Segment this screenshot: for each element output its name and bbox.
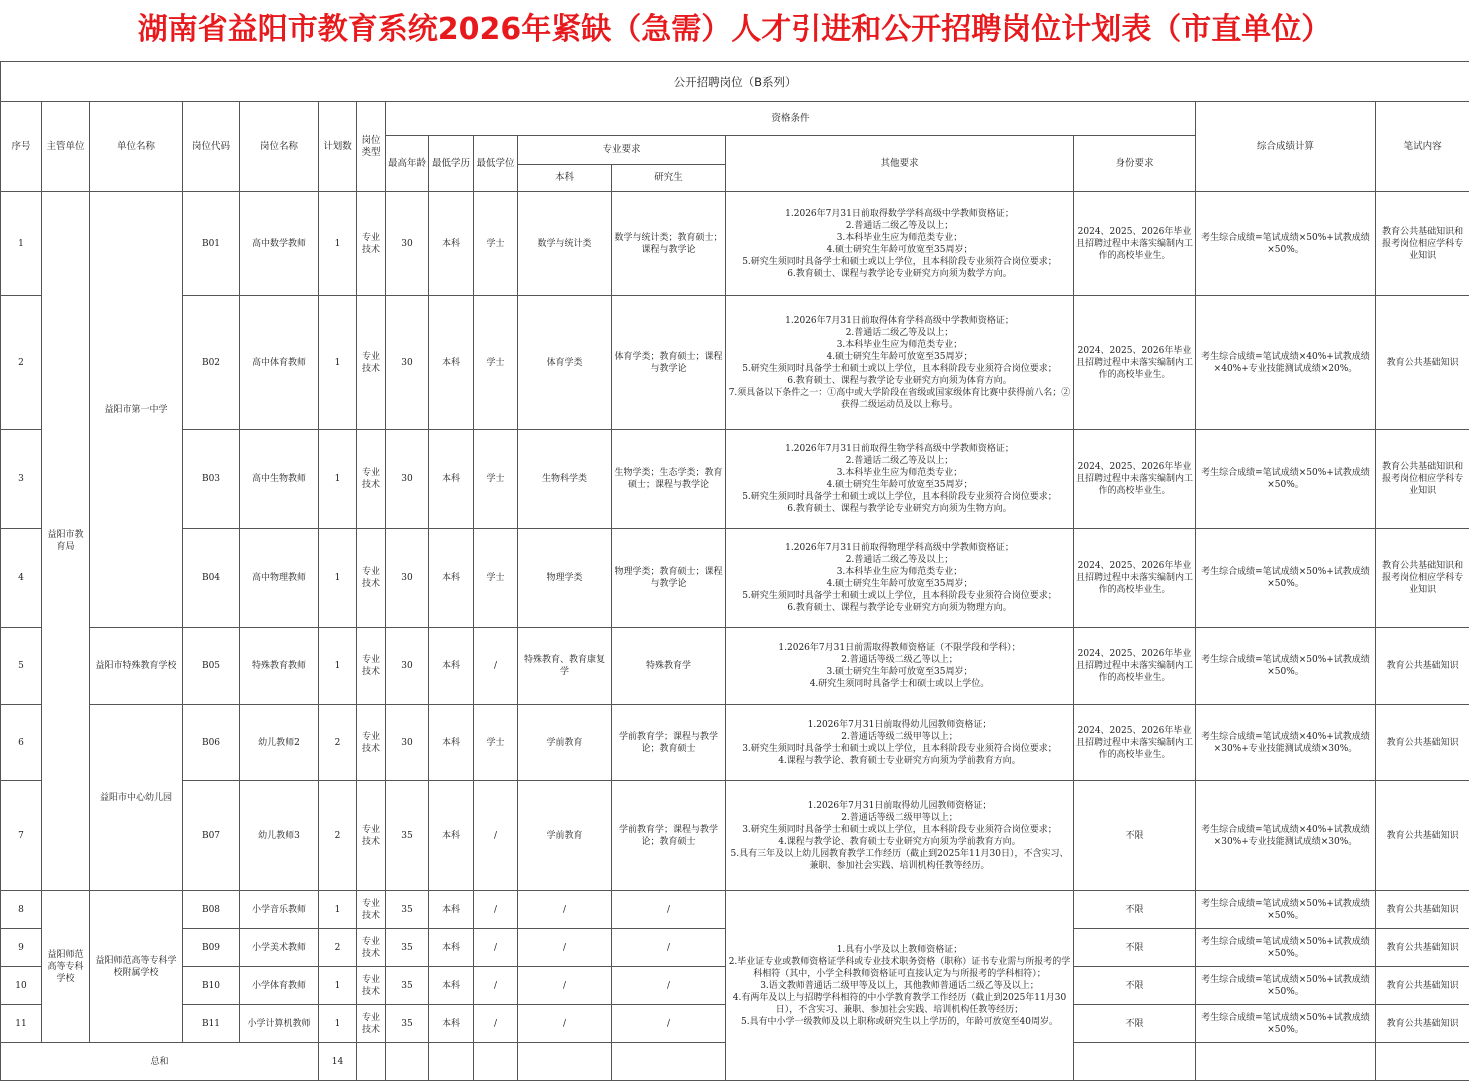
- requirement-line: 6.教育硕士、课程与教学论专业研究方向须为体育方向。: [728, 375, 1071, 387]
- post-type: 专业技术: [357, 929, 386, 967]
- recruitment-table: [0, 61, 1469, 1081]
- requirement-line: 2.普通话二级乙等及以上；: [728, 220, 1071, 232]
- max-age: 35: [386, 967, 429, 1005]
- min-education: 本科: [429, 1005, 474, 1043]
- max-age: 30: [386, 705, 429, 781]
- requirement-line: 5.研究生须同时具备学士和硕士或以上学位，且本科阶段专业须符合岗位要求；: [728, 363, 1071, 375]
- requirement-line: 5.研究生须同时具备学士和硕士或以上学位，且本科阶段专业须符合岗位要求；: [728, 491, 1071, 503]
- table-row: [1, 296, 1469, 430]
- header-unit: 单位名称: [90, 102, 183, 192]
- max-age: 30: [386, 430, 429, 529]
- unit-cell: 益阳市第一中学: [90, 192, 183, 628]
- requirement-line: 1.2026年7月31日前需取得教师资格证（不限学段和学科）；: [728, 642, 1071, 654]
- table-row: [1, 781, 1469, 891]
- post-code: B08: [183, 891, 240, 929]
- score-calculation: 考生综合成绩=笔试成绩×50%+试教成绩×50%。: [1196, 1005, 1376, 1043]
- other-requirements: [726, 296, 1074, 430]
- table-row: [1, 628, 1469, 705]
- requirement-line: 2.普通话二级乙等及以上；: [728, 554, 1071, 566]
- unit-cell: 益阳师范高等专科学校附属学校: [90, 891, 183, 1043]
- undergrad-major: /: [518, 929, 612, 967]
- row-seq: 1: [1, 192, 42, 296]
- score-calculation: 考生综合成绩=笔试成绩×50%+试教成绩×50%。: [1196, 628, 1376, 705]
- row-seq: 5: [1, 628, 42, 705]
- min-education: 本科: [429, 529, 474, 628]
- plan-count: 1: [319, 891, 357, 929]
- exam-content: 教育公共基础知识: [1376, 967, 1469, 1005]
- plan-count: 1: [319, 430, 357, 529]
- undergrad-major: 学前教育: [518, 705, 612, 781]
- header-major-req: 专业要求: [518, 136, 726, 165]
- table-row: [1, 529, 1469, 628]
- requirement-line: 3.研究生须同时具备学士和硕士或以上学位，且本科阶段专业须符合岗位要求；: [728, 824, 1071, 836]
- exam-content: 教育公共基础知识: [1376, 1005, 1469, 1043]
- post-type: 专业技术: [357, 1005, 386, 1043]
- plan-count: 1: [319, 192, 357, 296]
- identity-requirement: 不限: [1074, 781, 1196, 891]
- min-education: 本科: [429, 781, 474, 891]
- max-age: 35: [386, 891, 429, 929]
- post-code: B01: [183, 192, 240, 296]
- requirement-line: 2.毕业证专业或教师资格证学科或专业技术职务资格（职称）证书专业需与所报考的学科相符（其中，小学全科教师资格证可直接认定为与所报考的学科相符）；: [728, 956, 1071, 980]
- requirement-line: 7.须具备以下条件之一：①高中或大学阶段在省级或国家级体育比赛中获得前八名；②获得二级运动员及以上称号。: [728, 387, 1071, 411]
- identity-requirement: 不限: [1074, 967, 1196, 1005]
- other-requirements: [726, 529, 1074, 628]
- requirement-line: 2.普通话等级二级甲等以上；: [728, 731, 1071, 743]
- score-calculation: 考生综合成绩=笔试成绩×50%+试教成绩×50%。: [1196, 967, 1376, 1005]
- post-type: 专业技术: [357, 192, 386, 296]
- max-age: 35: [386, 1005, 429, 1043]
- other-requirements: [726, 430, 1074, 529]
- post-code: B09: [183, 929, 240, 967]
- requirement-line: 4.课程与教学论、教育硕士专业研究方向须为学前教育方向。: [728, 755, 1071, 767]
- total-value: 14: [319, 1043, 357, 1081]
- empty-cell: [1376, 1043, 1469, 1081]
- requirement-line: 2.普通话等级二级甲等以上；: [728, 812, 1071, 824]
- requirement-line: 4.硕士研究生年龄可放宽至35周岁；: [728, 578, 1071, 590]
- plan-count: 1: [319, 628, 357, 705]
- post-code: B05: [183, 628, 240, 705]
- post-name: 幼儿教师3: [240, 781, 319, 891]
- requirement-line: 1.2026年7月31日前取得幼儿园教师资格证；: [728, 800, 1071, 812]
- post-name: 高中生物教师: [240, 430, 319, 529]
- post-type: 专业技术: [357, 967, 386, 1005]
- post-type: 专业技术: [357, 296, 386, 430]
- post-type: 专业技术: [357, 529, 386, 628]
- requirement-line: 4.硕士研究生年龄可放宽至35周岁；: [728, 351, 1071, 363]
- graduate-major: 数学与统计类；教育硕士；课程与教学论: [612, 192, 726, 296]
- requirement-line: 3.本科毕业生应为师范类专业；: [728, 232, 1071, 244]
- score-calculation: 考生综合成绩=笔试成绩×40%+试教成绩×30%+专业技能测试成绩×30%。: [1196, 781, 1376, 891]
- total-label: 总和: [1, 1043, 319, 1081]
- plan-count: 2: [319, 929, 357, 967]
- header-score-calc: 综合成绩计算: [1196, 102, 1376, 192]
- header-min-degree: 最低学位: [474, 136, 518, 192]
- empty-cell: [612, 1043, 726, 1081]
- exam-content: 教育公共基础知识: [1376, 781, 1469, 891]
- requirement-line: 2.普通话二级乙等及以上；: [728, 327, 1071, 339]
- exam-content: 教育公共基础知识: [1376, 891, 1469, 929]
- row-seq: 9: [1, 929, 42, 967]
- graduate-major: 物理学类；教育硕士；课程与教学论: [612, 529, 726, 628]
- max-age: 30: [386, 192, 429, 296]
- requirement-line: 4.课程与教学论、教育硕士专业研究方向须为学前教育方向。: [728, 836, 1071, 848]
- score-calculation: 考生综合成绩=笔试成绩×50%+试教成绩×50%。: [1196, 430, 1376, 529]
- min-degree: 学士: [474, 705, 518, 781]
- post-type: 专业技术: [357, 891, 386, 929]
- row-seq: 7: [1, 781, 42, 891]
- requirement-line: 1.2026年7月31日前取得物理学科高级中学教师资格证；: [728, 542, 1071, 554]
- header-seq: 序号: [1, 102, 42, 192]
- min-education: 本科: [429, 430, 474, 529]
- requirement-line: 6.教育硕士、课程与教学论专业研究方向须为数学方向。: [728, 268, 1071, 280]
- empty-cell: [1196, 1043, 1376, 1081]
- graduate-major: /: [612, 891, 726, 929]
- min-education: 本科: [429, 705, 474, 781]
- graduate-major: 特殊教育学: [612, 628, 726, 705]
- other-requirements: [726, 891, 1074, 1081]
- requirement-line: 3.本科毕业生应为师范类专业；: [728, 339, 1071, 351]
- row-seq: 11: [1, 1005, 42, 1043]
- requirement-line: 4.硕士研究生年龄可放宽至35周岁；: [728, 244, 1071, 256]
- min-education: 本科: [429, 929, 474, 967]
- plan-count: 1: [319, 1005, 357, 1043]
- unit-cell: 益阳市特殊教育学校: [90, 628, 183, 705]
- page-title: 湖南省益阳市教育系统2026年紧缺（急需）人才引进和公开招聘岗位计划表（市直单位）: [0, 0, 1469, 60]
- graduate-major: 学前教育学；课程与教学论；教育硕士: [612, 705, 726, 781]
- requirement-line: 3.语文教师普通话二级甲等及以上，其他教师普通话二级乙等及以上；: [728, 980, 1071, 992]
- undergrad-major: 学前教育: [518, 781, 612, 891]
- identity-requirement: 不限: [1074, 891, 1196, 929]
- max-age: 35: [386, 929, 429, 967]
- requirement-line: 4.有两年及以上与招聘学科相符的中小学教育教学工作经历（截止到2025年11月30日），不含实习、兼职、参加社会实践、培训机构任教等经历；: [728, 992, 1071, 1016]
- requirement-line: 4.研究生须同时具备学士和硕士或以上学位。: [728, 678, 1071, 690]
- other-requirements: [726, 192, 1074, 296]
- min-degree: /: [474, 967, 518, 1005]
- header-undergrad: 本科: [518, 165, 612, 192]
- plan-count: 2: [319, 781, 357, 891]
- identity-requirement: 2024、2025、2026年毕业且招聘过程中未落实编制内工作的高校毕业生。: [1074, 628, 1196, 705]
- graduate-major: 学前教育学；课程与教学论；教育硕士: [612, 781, 726, 891]
- min-degree: /: [474, 781, 518, 891]
- post-code: B10: [183, 967, 240, 1005]
- score-calculation: 考生综合成绩=笔试成绩×40%+试教成绩×30%+专业技能测试成绩×30%。: [1196, 705, 1376, 781]
- post-code: B07: [183, 781, 240, 891]
- header-other-req: 其他要求: [726, 136, 1074, 192]
- min-degree: /: [474, 891, 518, 929]
- post-name: 特殊教育教师: [240, 628, 319, 705]
- undergrad-major: 物理学类: [518, 529, 612, 628]
- other-requirements: [726, 705, 1074, 781]
- post-name: 小学美术教师: [240, 929, 319, 967]
- post-name: 小学音乐教师: [240, 891, 319, 929]
- row-seq: 4: [1, 529, 42, 628]
- requirement-line: 1.2026年7月31日前取得生物学科高级中学教师资格证；: [728, 443, 1071, 455]
- post-code: B11: [183, 1005, 240, 1043]
- requirement-line: 3.硕士研究生年龄可放宽至35周岁；: [728, 666, 1071, 678]
- score-calculation: 考生综合成绩=笔试成绩×50%+试教成绩×50%。: [1196, 192, 1376, 296]
- empty-cell: [429, 1043, 474, 1081]
- requirement-line: 5.研究生须同时具备学士和硕士或以上学位，且本科阶段专业须符合岗位要求；: [728, 590, 1071, 602]
- min-education: 本科: [429, 628, 474, 705]
- unit-cell: 益阳市中心幼儿园: [90, 705, 183, 891]
- requirement-line: 1.2026年7月31日前取得幼儿园教师资格证；: [728, 719, 1071, 731]
- requirement-line: 2.普通话二级乙等及以上；: [728, 455, 1071, 467]
- graduate-major: /: [612, 967, 726, 1005]
- graduate-major: 体育学类；教育硕士；课程与教学论: [612, 296, 726, 430]
- identity-requirement: 2024、2025、2026年毕业且招聘过程中未落实编制内工作的高校毕业生。: [1074, 192, 1196, 296]
- header-exam-content: 笔试内容: [1376, 102, 1469, 192]
- post-type: 专业技术: [357, 781, 386, 891]
- table-row: [1, 705, 1469, 781]
- exam-content: 教育公共基础知识和报考岗位相应学科专业知识: [1376, 529, 1469, 628]
- requirement-line: 6.教育硕士、课程与教学论专业研究方向须为物理方向。: [728, 602, 1071, 614]
- header-authority: 主管单位: [42, 102, 90, 192]
- undergrad-major: /: [518, 891, 612, 929]
- other-requirements: [726, 628, 1074, 705]
- plan-count: 1: [319, 529, 357, 628]
- min-education: 本科: [429, 967, 474, 1005]
- row-seq: 10: [1, 967, 42, 1005]
- post-code: B03: [183, 430, 240, 529]
- header-post-type: 岗位类型: [357, 102, 386, 192]
- identity-requirement: 2024、2025、2026年毕业且招聘过程中未落实编制内工作的高校毕业生。: [1074, 529, 1196, 628]
- undergrad-major: 体育学类: [518, 296, 612, 430]
- header-max-age: 最高年龄: [386, 136, 429, 192]
- series-label: 公开招聘岗位（B系列）: [1, 62, 1469, 102]
- graduate-major: /: [612, 929, 726, 967]
- post-type: 专业技术: [357, 628, 386, 705]
- requirement-line: 4.硕士研究生年龄可放宽至35周岁；: [728, 479, 1071, 491]
- post-name: 高中数学教师: [240, 192, 319, 296]
- header-code: 岗位代码: [183, 102, 240, 192]
- score-calculation: 考生综合成绩=笔试成绩×50%+试教成绩×50%。: [1196, 929, 1376, 967]
- score-calculation: 考生综合成绩=笔试成绩×40%+试教成绩×40%+专业技能测试成绩×20%。: [1196, 296, 1376, 430]
- requirement-line: 6.教育硕士、课程与教学论专业研究方向须为生物方向。: [728, 503, 1071, 515]
- row-seq: 6: [1, 705, 42, 781]
- plan-count: 1: [319, 967, 357, 1005]
- graduate-major: 生物学类；生态学类；教育硕士；课程与教学论: [612, 430, 726, 529]
- post-name: 高中物理教师: [240, 529, 319, 628]
- post-name: 高中体育教师: [240, 296, 319, 430]
- table-row: [1, 891, 1469, 929]
- exam-content: 教育公共基础知识: [1376, 705, 1469, 781]
- identity-requirement: 不限: [1074, 1005, 1196, 1043]
- post-name: 幼儿教师2: [240, 705, 319, 781]
- authority-cell: 益阳师范高等专科学校: [42, 891, 90, 1043]
- requirement-line: 2.普通话等级二级乙等以上；: [728, 654, 1071, 666]
- min-education: 本科: [429, 192, 474, 296]
- min-degree: 学士: [474, 192, 518, 296]
- table-row: [1, 430, 1469, 529]
- post-name: 小学体育教师: [240, 967, 319, 1005]
- header-identity-req: 身份要求: [1074, 136, 1196, 192]
- undergrad-major: /: [518, 967, 612, 1005]
- exam-content: 教育公共基础知识: [1376, 929, 1469, 967]
- plan-count: 2: [319, 705, 357, 781]
- min-education: 本科: [429, 891, 474, 929]
- max-age: 30: [386, 529, 429, 628]
- exam-content: 教育公共基础知识: [1376, 628, 1469, 705]
- min-degree: 学士: [474, 296, 518, 430]
- graduate-major: /: [612, 1005, 726, 1043]
- identity-requirement: 2024、2025、2026年毕业且招聘过程中未落实编制内工作的高校毕业生。: [1074, 430, 1196, 529]
- empty-cell: [1074, 1043, 1196, 1081]
- undergrad-major: /: [518, 1005, 612, 1043]
- requirement-line: 3.研究生须同时具备学士和硕士或以上学位，且本科阶段专业须符合岗位要求；: [728, 743, 1071, 755]
- empty-cell: [357, 1043, 386, 1081]
- min-degree: /: [474, 1005, 518, 1043]
- post-type: 专业技术: [357, 705, 386, 781]
- post-code: B02: [183, 296, 240, 430]
- header-qualifications: 资格条件: [386, 102, 1196, 136]
- exam-content: 教育公共基础知识和报考岗位相应学科专业知识: [1376, 430, 1469, 529]
- undergrad-major: 特殊教育、教育康复学: [518, 628, 612, 705]
- min-degree: 学士: [474, 529, 518, 628]
- other-requirements: [726, 781, 1074, 891]
- min-degree: /: [474, 929, 518, 967]
- requirement-line: 5.具有中小学一级教师及以上职称或研究生以上学历的，年龄可放宽至40周岁。: [728, 1016, 1071, 1028]
- undergrad-major: 生物科学类: [518, 430, 612, 529]
- row-seq: 8: [1, 891, 42, 929]
- max-age: 30: [386, 296, 429, 430]
- exam-content: 教育公共基础知识: [1376, 296, 1469, 430]
- header-min-edu: 最低学历: [429, 136, 474, 192]
- requirement-line: 3.本科毕业生应为师范类专业；: [728, 467, 1071, 479]
- table-row: [1, 192, 1469, 296]
- exam-content: 教育公共基础知识和报考岗位相应学科专业知识: [1376, 192, 1469, 296]
- requirement-line: 1.具有小学及以上教师资格证；: [728, 944, 1071, 956]
- max-age: 35: [386, 781, 429, 891]
- empty-cell: [474, 1043, 518, 1081]
- header-plan: 计划数: [319, 102, 357, 192]
- empty-cell: [386, 1043, 429, 1081]
- identity-requirement: 2024、2025、2026年毕业且招聘过程中未落实编制内工作的高校毕业生。: [1074, 705, 1196, 781]
- authority-cell: 益阳市教育局: [42, 192, 90, 891]
- requirement-line: 1.2026年7月31日前取得数学学科高级中学教师资格证；: [728, 208, 1071, 220]
- post-code: B04: [183, 529, 240, 628]
- post-type: 专业技术: [357, 430, 386, 529]
- requirement-line: 1.2026年7月31日前取得体育学科高级中学教师资格证；: [728, 315, 1071, 327]
- row-seq: 3: [1, 430, 42, 529]
- min-degree: 学士: [474, 430, 518, 529]
- score-calculation: 考生综合成绩=笔试成绩×50%+试教成绩×50%。: [1196, 891, 1376, 929]
- min-education: 本科: [429, 296, 474, 430]
- post-code: B06: [183, 705, 240, 781]
- undergrad-major: 数学与统计类: [518, 192, 612, 296]
- row-seq: 2: [1, 296, 42, 430]
- score-calculation: 考生综合成绩=笔试成绩×50%+试教成绩×50%。: [1196, 529, 1376, 628]
- identity-requirement: 2024、2025、2026年毕业且招聘过程中未落实编制内工作的高校毕业生。: [1074, 296, 1196, 430]
- post-name: 小学计算机教师: [240, 1005, 319, 1043]
- requirement-line: 5.研究生须同时具备学士和硕士或以上学位，且本科阶段专业须符合岗位要求；: [728, 256, 1071, 268]
- requirement-line: 5.具有三年及以上幼儿园教育教学工作经历（截止到2025年11月30日），不含实习、兼职、参加社会实践、培训机构任教等经历。: [728, 848, 1071, 872]
- empty-cell: [518, 1043, 612, 1081]
- requirement-line: 3.本科毕业生应为师范类专业；: [728, 566, 1071, 578]
- header-post: 岗位名称: [240, 102, 319, 192]
- min-degree: /: [474, 628, 518, 705]
- plan-count: 1: [319, 296, 357, 430]
- max-age: 30: [386, 628, 429, 705]
- identity-requirement: 不限: [1074, 929, 1196, 967]
- header-graduate: 研究生: [612, 165, 726, 192]
